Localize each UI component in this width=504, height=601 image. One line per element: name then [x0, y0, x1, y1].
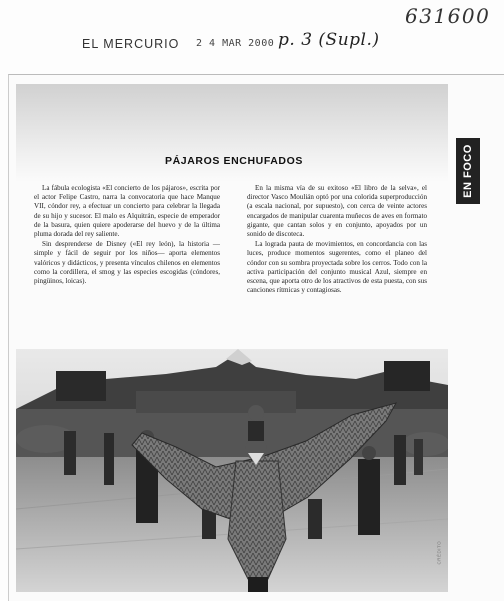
paragraph: En la misma vía de su exitoso «El libro de la selva», el director Vasco Moulián optó por una colorida superproducción (a escala nacional, por supuesto), con cerca de veinte actores encargados de manipular cuarenta muñecos de aves en formato gigante, que cantan solos y en conjunto, apoyados por un sonido de discoteca. — [247, 184, 427, 239]
photo-credit — [451, 540, 459, 580]
photo-credit-text — [437, 557, 442, 565]
handwritten-page-note: p. 3 (Supl.) — [278, 30, 380, 50]
section-tab — [456, 138, 480, 204]
condor-puppet-photo — [16, 349, 448, 592]
article-column-left — [34, 184, 220, 287]
article-column-right — [247, 184, 427, 296]
section-tab-label: EN FOCO — [462, 144, 474, 198]
paragraph: La fábula ecologista «El concierto de los pájaros», escrita por el actor Felipe Castro, narra la convocatoria que hace Manque VII, cóndor rey, a efectuar un concierto para celebrar la llegada de su hijo y sucesor. El malo es Alquitrán, especie de emperador de la basura, quien quiere apoderarse del huevo y de la última pluma dorada del rey saliente. — [34, 184, 220, 239]
article-headline — [0, 151, 504, 169]
handwritten-archive-number: 631600 — [405, 4, 491, 28]
article-photo — [16, 349, 448, 592]
paragraph: Sin desprenderse de Disney («El rey león), la historia —simple y fácil de seguir por los niños— aporta elementos valóricos y didácticos, y presenta vínculos chilenos en elementos como la cordillera, el smog y las especies escogidas (cóndores, pingüinos, loicas). — [34, 240, 220, 286]
date-stamp: 2 4 MAR 2000 — [196, 38, 275, 49]
paragraph: La lograda pauta de movimientos, en concordancia con las luces, produce momentos sugerentes, como el planeo del cóndor con su sombra proyectada sobre los cerros. Todo con la activa participación del conjunto musical Azul, siempre en escena, que aporta otro de los atractivos de esta puesta, con sus canciones rítmicas y contagiosas. — [247, 240, 427, 295]
headline-text: PÁJAROS ENCHUFADOS — [165, 155, 303, 167]
newspaper-name: EL MERCURIO — [82, 37, 180, 51]
